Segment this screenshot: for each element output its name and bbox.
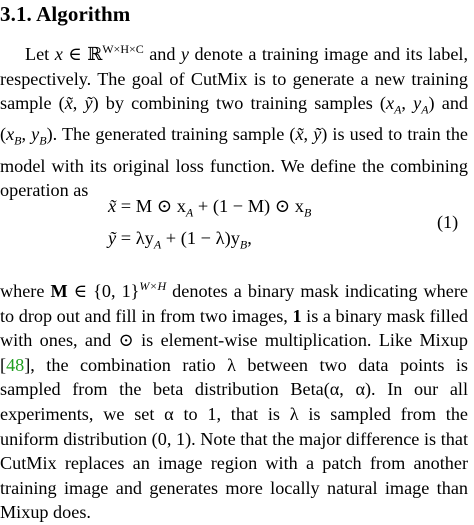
equation-line-1: [108, 196, 311, 221]
text-run: ,: [72, 93, 85, 114]
math-ones-mask: 1: [292, 305, 302, 326]
math-sub: B: [303, 205, 312, 220]
math-x-tilde: x̃: [295, 124, 304, 145]
math-sub: B: [39, 134, 47, 149]
section-heading: [0, 2, 130, 27]
math-x-a: x: [386, 93, 395, 114]
equation-text: + (1 − λ)y: [161, 228, 240, 248]
equation-number: (1): [437, 212, 459, 232]
text-run: ], the combination ratio λ between two data points is sampled from the beta distribution Beta(α, α). In our all experiments, we set α to 1, that is λ is sampled from the uniform distribution (0, 1). Note that the major difference is that CutMix replaces an image region with a patch from another training image and generates more locally natural image than Mixup does.: [0, 354, 468, 523]
text-run: denotes a binary mask indicating where to drop out and fill in from two images,: [0, 281, 468, 326]
text-run: ). The generated training sample (: [46, 124, 296, 145]
section-number: 3.1.: [0, 2, 32, 26]
text-run: Let: [25, 44, 55, 65]
math-mask-m: M: [50, 281, 68, 302]
text-run: is a binary mask filled with ones, and ⊙ is element-wise multiplication. Like Mixup [: [0, 305, 468, 375]
math-real-set: ∈ ℝ: [62, 44, 103, 65]
math-sub: A: [185, 205, 194, 220]
text-run: ) is used to train the model with its original loss function. We define the combining operation as: [0, 124, 469, 201]
math-y-a: y: [413, 93, 422, 114]
section-title: Algorithm: [36, 2, 131, 26]
equation-text: = M ⊙ x: [116, 196, 186, 216]
text-run: and: [143, 44, 181, 65]
text-run: where: [0, 281, 51, 302]
text-run: ) and (: [0, 93, 469, 145]
text-run: ,: [21, 124, 32, 145]
paragraph-explanation: [0, 274, 468, 525]
equation-text: = λy: [116, 228, 154, 248]
text-run: denote a training image and its label, respectively. The goal of CutMix is to generate a new training sample (: [0, 44, 468, 114]
text-run: ,: [401, 93, 414, 114]
text-run: ) by combining two training samples (: [92, 93, 386, 114]
math-sub: A: [394, 102, 402, 117]
math-sub: A: [153, 237, 162, 252]
math-x-b: x: [6, 124, 15, 145]
math-sub: B: [14, 134, 22, 149]
math-y: y: [180, 44, 189, 65]
citation-link[interactable]: 48: [6, 354, 25, 375]
math-dims: W×H: [139, 279, 167, 293]
equation-line-2: [108, 228, 252, 253]
math-y-tilde: ỹ: [84, 93, 93, 114]
equation-text: + (1 − M) ⊙ x: [193, 196, 304, 216]
math-sub: B: [239, 237, 248, 252]
equation-text: ,: [247, 228, 252, 248]
math-sub: A: [421, 102, 429, 117]
math-x: x: [54, 44, 63, 65]
math-dims: W×H×C: [102, 42, 144, 56]
paragraph-definitions: [0, 37, 468, 203]
math-binary-set: ∈ {0, 1}: [67, 281, 140, 302]
math-y-tilde: ỹ: [108, 228, 117, 248]
math-x-tilde: x̃: [64, 93, 73, 114]
math-x-tilde: x̃: [108, 196, 117, 216]
text-run: ,: [303, 124, 314, 145]
math-y-b: y: [31, 124, 40, 145]
math-y-tilde: ỹ: [313, 124, 322, 145]
